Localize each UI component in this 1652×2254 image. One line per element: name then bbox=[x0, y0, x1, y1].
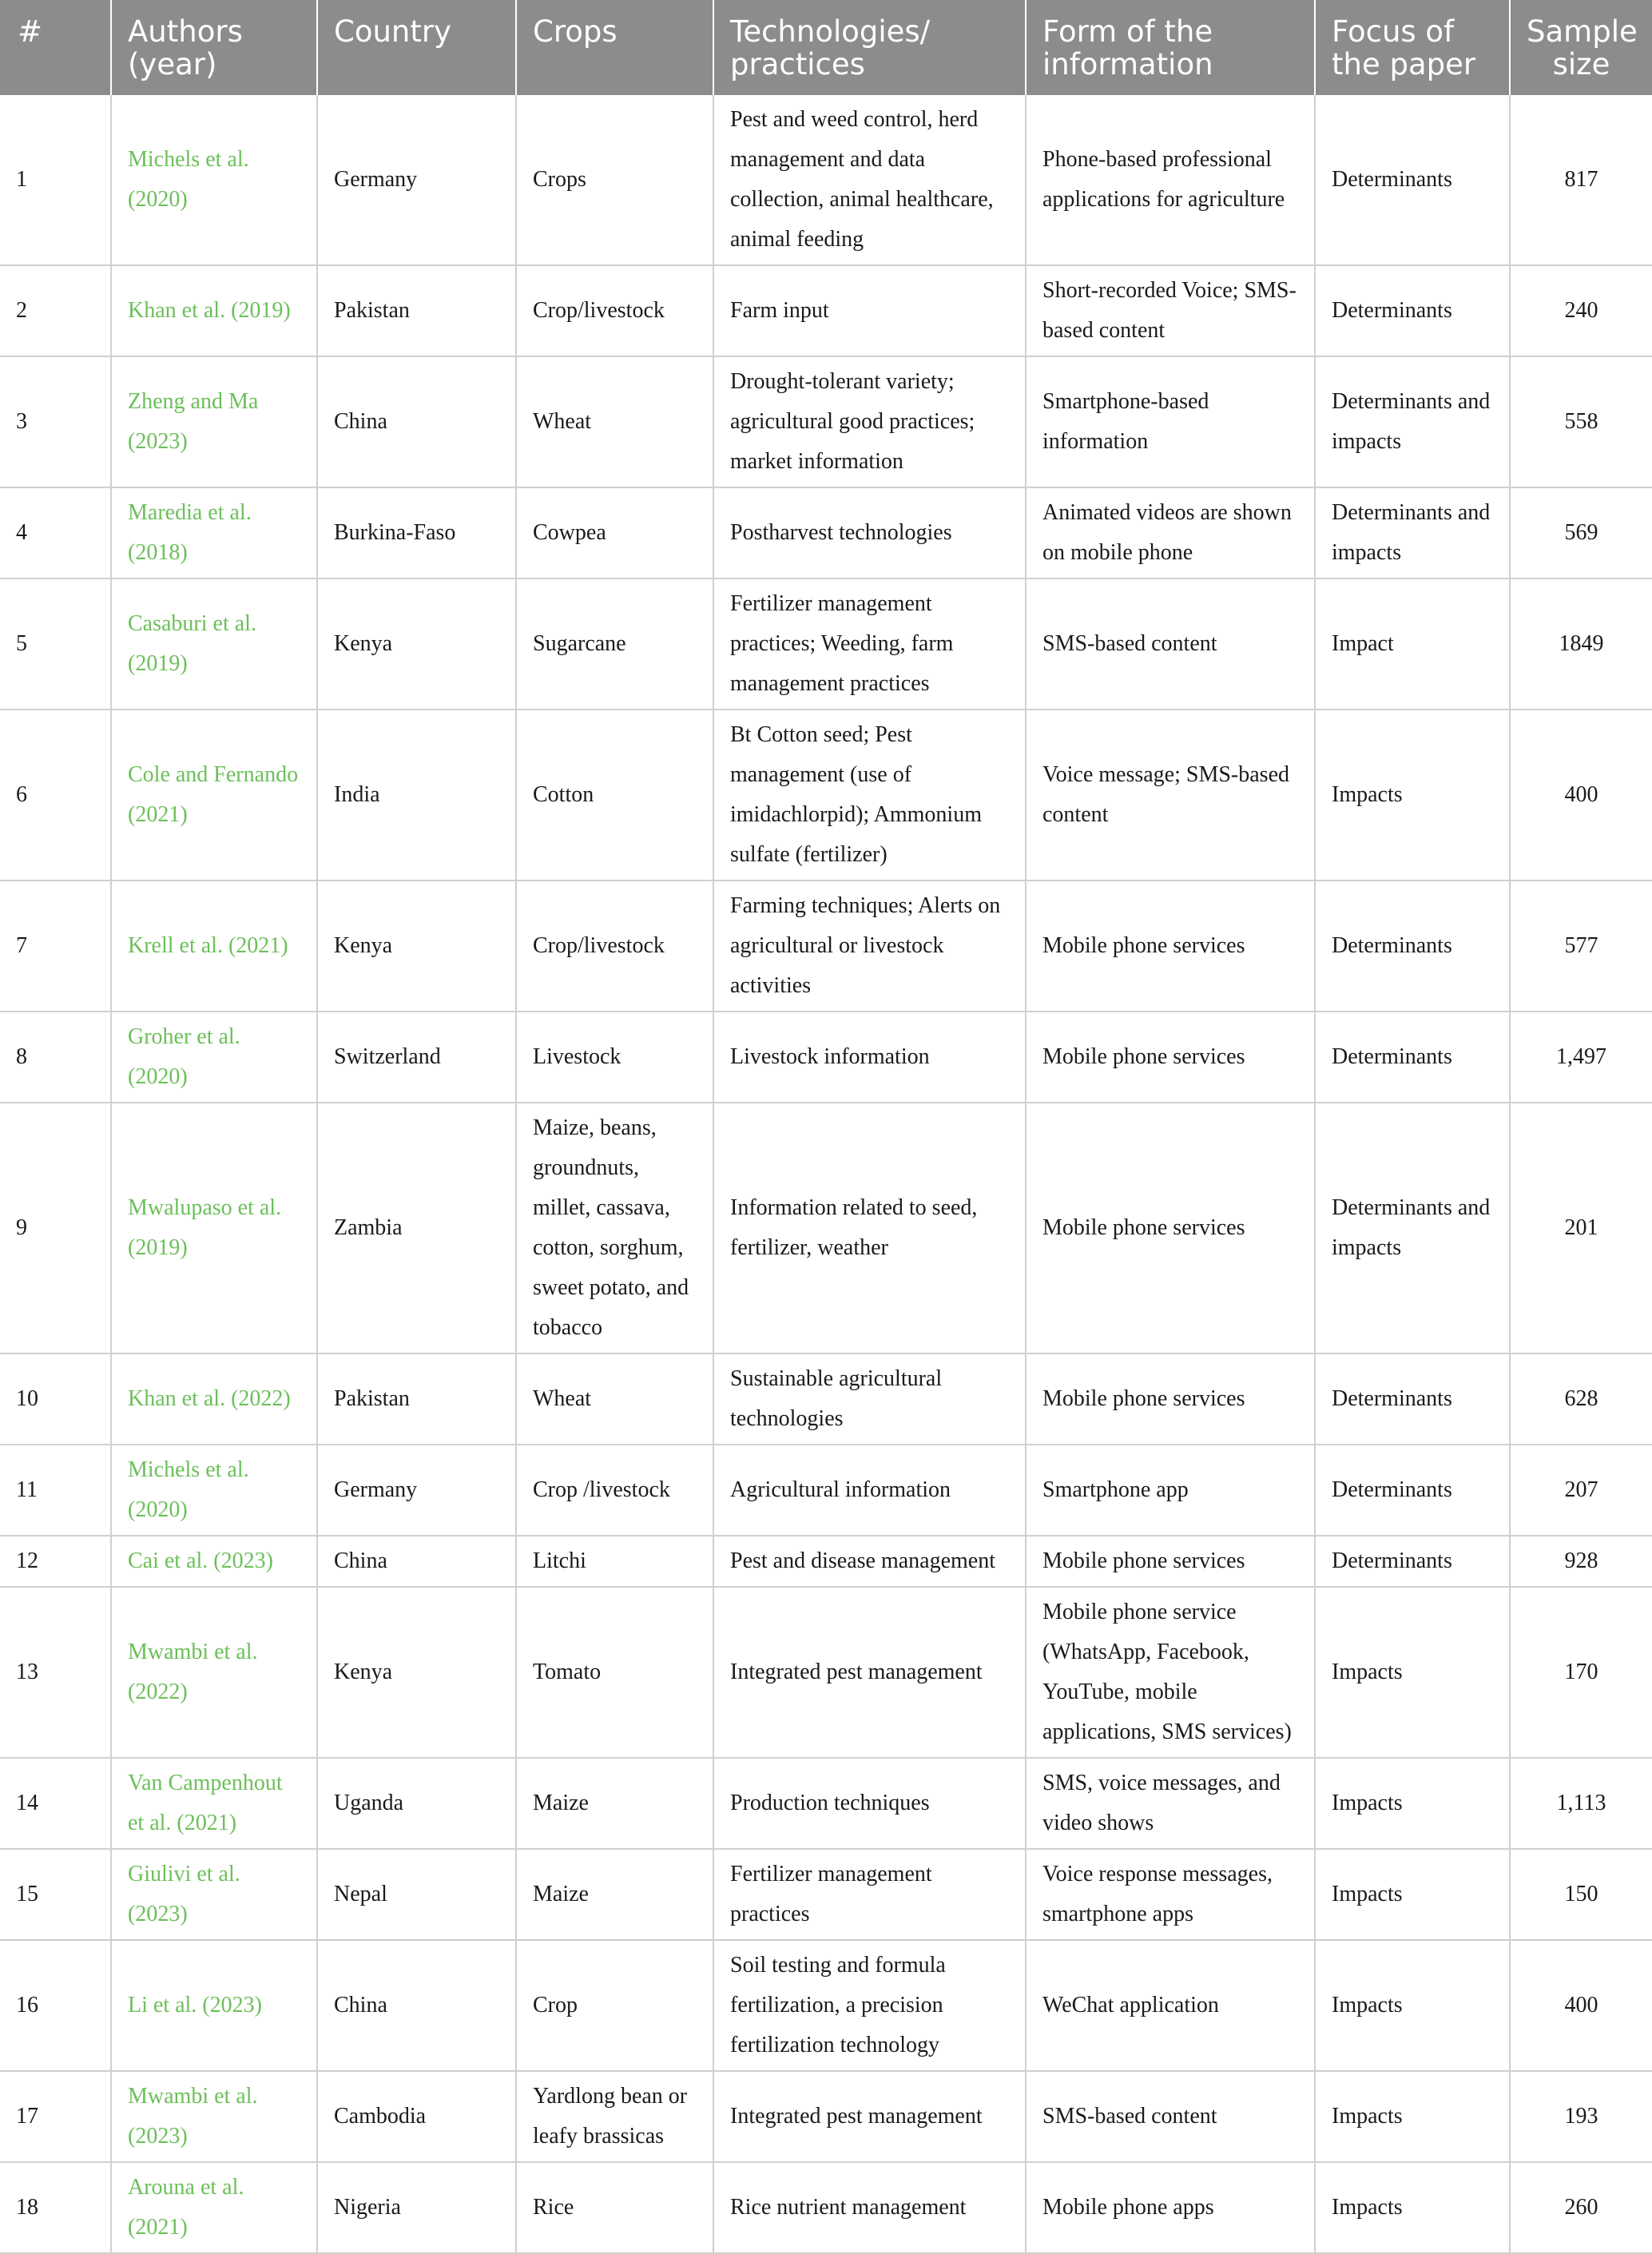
cell-country: Nigeria bbox=[317, 2162, 516, 2253]
cell-focus: Determinants bbox=[1315, 1354, 1510, 1445]
cell-number: 2 bbox=[0, 265, 111, 356]
cell-country: Switzerland bbox=[317, 1012, 516, 1103]
cell-crops: Crop/livestock bbox=[516, 265, 713, 356]
cell-sample-size: 1,113 bbox=[1510, 1758, 1652, 1849]
cell-sample-size: 150 bbox=[1510, 1849, 1652, 1940]
cell-number: 4 bbox=[0, 487, 111, 578]
cell-technologies: Fertilizer management practices bbox=[713, 1849, 1026, 1940]
cell-number: 14 bbox=[0, 1758, 111, 1849]
cell-author[interactable]: Van Campenhout et al. (2021) bbox=[111, 1758, 317, 1849]
cell-crops: Cowpea bbox=[516, 487, 713, 578]
cell-technologies: Farming techniques; Alerts on agricultural or livestock activities bbox=[713, 881, 1026, 1012]
cell-sample-size: 1,497 bbox=[1510, 1012, 1652, 1103]
cell-author[interactable]: Krell et al. (2021) bbox=[111, 881, 317, 1012]
cell-sample-size: 170 bbox=[1510, 1587, 1652, 1758]
cell-number: 18 bbox=[0, 2162, 111, 2253]
cell-sample-size: 558 bbox=[1510, 356, 1652, 487]
cell-country: Zambia bbox=[317, 1103, 516, 1354]
cell-form: Smartphone-based information bbox=[1026, 356, 1315, 487]
cell-form: WeChat application bbox=[1026, 1940, 1315, 2071]
cell-sample-size: 193 bbox=[1510, 2071, 1652, 2162]
cell-sample-size: 628 bbox=[1510, 1354, 1652, 1445]
cell-crops: Livestock bbox=[516, 1012, 713, 1103]
cell-number: 10 bbox=[0, 1354, 111, 1445]
cell-country: Cambodia bbox=[317, 2071, 516, 2162]
cell-technologies: Pest and disease management bbox=[713, 1536, 1026, 1587]
cell-country: Kenya bbox=[317, 1587, 516, 1758]
cell-author[interactable]: Michels et al. (2020) bbox=[111, 95, 317, 265]
cell-form: Animated videos are shown on mobile phone bbox=[1026, 487, 1315, 578]
cell-crops: Crop bbox=[516, 1940, 713, 2071]
cell-focus: Determinants bbox=[1315, 1536, 1510, 1587]
cell-number: 15 bbox=[0, 1849, 111, 1940]
cell-sample-size: 201 bbox=[1510, 1103, 1652, 1354]
cell-focus: Determinants bbox=[1315, 881, 1510, 1012]
cell-author[interactable]: Cai et al. (2023) bbox=[111, 1536, 317, 1587]
cell-focus: Impacts bbox=[1315, 1758, 1510, 1849]
cell-focus: Impacts bbox=[1315, 710, 1510, 881]
header-country: Country bbox=[317, 0, 516, 95]
cell-number: 3 bbox=[0, 356, 111, 487]
cell-crops: Litchi bbox=[516, 1536, 713, 1587]
cell-form: Mobile phone apps bbox=[1026, 2162, 1315, 2253]
cell-form: SMS-based content bbox=[1026, 578, 1315, 710]
cell-form: Smartphone app bbox=[1026, 1445, 1315, 1536]
table-row bbox=[0, 2162, 1652, 2253]
table-row bbox=[0, 710, 1652, 881]
cell-country: China bbox=[317, 1536, 516, 1587]
cell-number: 17 bbox=[0, 2071, 111, 2162]
table-row bbox=[0, 1354, 1652, 1445]
cell-focus: Impact bbox=[1315, 578, 1510, 710]
cell-number: 6 bbox=[0, 710, 111, 881]
cell-crops: Crops bbox=[516, 95, 713, 265]
cell-form: Voice response messages, smartphone apps bbox=[1026, 1849, 1315, 1940]
cell-author[interactable]: Maredia et al. (2018) bbox=[111, 487, 317, 578]
header-technologies: Technologies/ practices bbox=[713, 0, 1026, 95]
table-row bbox=[0, 1849, 1652, 1940]
cell-author[interactable]: Khan et al. (2019) bbox=[111, 265, 317, 356]
cell-technologies: Postharvest technologies bbox=[713, 487, 1026, 578]
cell-sample-size: 1849 bbox=[1510, 578, 1652, 710]
cell-sample-size: 207 bbox=[1510, 1445, 1652, 1536]
table-row bbox=[0, 1536, 1652, 1587]
cell-number: 1 bbox=[0, 95, 111, 265]
cell-crops: Wheat bbox=[516, 1354, 713, 1445]
table-row bbox=[0, 1587, 1652, 1758]
cell-author[interactable]: Zheng and Ma (2023) bbox=[111, 356, 317, 487]
cell-sample-size: 240 bbox=[1510, 265, 1652, 356]
table-row bbox=[0, 1103, 1652, 1354]
cell-form: Voice message; SMS-based content bbox=[1026, 710, 1315, 881]
cell-technologies: Pest and weed control, herd management and data collection, animal healthcare, animal feeding bbox=[713, 95, 1026, 265]
cell-country: China bbox=[317, 1940, 516, 2071]
header-crops: Crops bbox=[516, 0, 713, 95]
cell-country: Germany bbox=[317, 1445, 516, 1536]
cell-technologies: Drought-tolerant variety; agricultural good practices; market information bbox=[713, 356, 1026, 487]
header-authors: Authors (year) bbox=[111, 0, 317, 95]
cell-technologies: Rice nutrient management bbox=[713, 2162, 1026, 2253]
cell-technologies: Fertilizer management practices; Weeding, farm management practices bbox=[713, 578, 1026, 710]
cell-crops: Tomato bbox=[516, 1587, 713, 1758]
cell-form: SMS-based content bbox=[1026, 2071, 1315, 2162]
cell-author[interactable]: Casaburi et al. (2019) bbox=[111, 578, 317, 710]
header-sample-size: Sample size bbox=[1510, 0, 1652, 95]
cell-crops: Crop /livestock bbox=[516, 1445, 713, 1536]
cell-crops: Maize bbox=[516, 1849, 713, 1940]
table-row bbox=[0, 265, 1652, 356]
cell-country: India bbox=[317, 710, 516, 881]
cell-crops: Yardlong bean or leafy brassicas bbox=[516, 2071, 713, 2162]
cell-sample-size: 817 bbox=[1510, 95, 1652, 265]
cell-country: China bbox=[317, 356, 516, 487]
cell-focus: Determinants bbox=[1315, 1012, 1510, 1103]
cell-crops: Wheat bbox=[516, 356, 713, 487]
cell-number: 5 bbox=[0, 578, 111, 710]
cell-number: 11 bbox=[0, 1445, 111, 1536]
cell-country: Nepal bbox=[317, 1849, 516, 1940]
table-row bbox=[0, 1012, 1652, 1103]
cell-sample-size: 400 bbox=[1510, 710, 1652, 881]
cell-focus: Determinants and impacts bbox=[1315, 487, 1510, 578]
cell-focus: Impacts bbox=[1315, 2071, 1510, 2162]
cell-form: Short-recorded Voice; SMS-based content bbox=[1026, 265, 1315, 356]
cell-country: Burkina-Faso bbox=[317, 487, 516, 578]
cell-author[interactable]: Mwambi et al. (2022) bbox=[111, 1587, 317, 1758]
cell-focus: Determinants and impacts bbox=[1315, 1103, 1510, 1354]
header-number: # bbox=[0, 0, 111, 95]
cell-country: Pakistan bbox=[317, 265, 516, 356]
cell-author[interactable]: Mwalupaso et al. (2019) bbox=[111, 1103, 317, 1354]
cell-author[interactable]: Arouna et al. (2021) bbox=[111, 2162, 317, 2253]
table-row bbox=[0, 95, 1652, 265]
cell-number: 13 bbox=[0, 1587, 111, 1758]
table-row bbox=[0, 1940, 1652, 2071]
header-form: Form of the information bbox=[1026, 0, 1315, 95]
cell-country: Pakistan bbox=[317, 1354, 516, 1445]
cell-technologies: Integrated pest management bbox=[713, 2071, 1026, 2162]
table-row bbox=[0, 2071, 1652, 2162]
cell-country: Germany bbox=[317, 95, 516, 265]
table-row bbox=[0, 356, 1652, 487]
cell-focus: Determinants bbox=[1315, 95, 1510, 265]
table-row bbox=[0, 487, 1652, 578]
cell-focus: Impacts bbox=[1315, 1587, 1510, 1758]
cell-form: Mobile phone services bbox=[1026, 1536, 1315, 1587]
cell-technologies: Bt Cotton seed; Pest management (use of imidachlorpid); Ammonium sulfate (fertilizer) bbox=[713, 710, 1026, 881]
cell-focus: Determinants and impacts bbox=[1315, 356, 1510, 487]
cell-author[interactable]: Li et al. (2023) bbox=[111, 1940, 317, 2071]
cell-form: Mobile phone services bbox=[1026, 881, 1315, 1012]
cell-author[interactable]: Giulivi et al. (2023) bbox=[111, 1849, 317, 1940]
cell-technologies: Soil testing and formula fertilization, a precision fertilization technology bbox=[713, 1940, 1026, 2071]
cell-author[interactable]: Cole and Fernando (2021) bbox=[111, 710, 317, 881]
cell-form: Mobile phone services bbox=[1026, 1103, 1315, 1354]
table-row bbox=[0, 578, 1652, 710]
table-row bbox=[0, 881, 1652, 1012]
cell-number: 7 bbox=[0, 881, 111, 1012]
cell-number: 12 bbox=[0, 1536, 111, 1587]
table-row bbox=[0, 1445, 1652, 1536]
cell-form: Mobile phone service (WhatsApp, Facebook, YouTube, mobile applications, SMS services) bbox=[1026, 1587, 1315, 1758]
cell-author[interactable]: Khan et al. (2022) bbox=[111, 1354, 317, 1445]
header-row bbox=[0, 0, 1652, 95]
cell-focus: Impacts bbox=[1315, 1849, 1510, 1940]
cell-country: Uganda bbox=[317, 1758, 516, 1849]
cell-sample-size: 928 bbox=[1510, 1536, 1652, 1587]
cell-focus: Determinants bbox=[1315, 1445, 1510, 1536]
header-focus: Focus of the paper bbox=[1315, 0, 1510, 95]
cell-crops: Rice bbox=[516, 2162, 713, 2253]
cell-technologies: Sustainable agricultural technologies bbox=[713, 1354, 1026, 1445]
table-row bbox=[0, 1758, 1652, 1849]
cell-author[interactable]: Michels et al. (2020) bbox=[111, 1445, 317, 1536]
cell-crops: Cotton bbox=[516, 710, 713, 881]
cell-form: Phone-based professional applications for agriculture bbox=[1026, 95, 1315, 265]
cell-technologies: Livestock information bbox=[713, 1012, 1026, 1103]
cell-technologies: Agricultural information bbox=[713, 1445, 1026, 1536]
cell-author[interactable]: Groher et al. (2020) bbox=[111, 1012, 317, 1103]
cell-form: Mobile phone services bbox=[1026, 1012, 1315, 1103]
cell-country: Kenya bbox=[317, 881, 516, 1012]
cell-technologies: Production techniques bbox=[713, 1758, 1026, 1849]
cell-technologies: Information related to seed, fertilizer, weather bbox=[713, 1103, 1026, 1354]
cell-focus: Impacts bbox=[1315, 1940, 1510, 2071]
cell-number: 8 bbox=[0, 1012, 111, 1103]
cell-focus: Impacts bbox=[1315, 2162, 1510, 2253]
cell-sample-size: 400 bbox=[1510, 1940, 1652, 2071]
cell-technologies: Farm input bbox=[713, 265, 1026, 356]
cell-sample-size: 260 bbox=[1510, 2162, 1652, 2253]
cell-crops: Maize bbox=[516, 1758, 713, 1849]
cell-author[interactable]: Mwambi et al. (2023) bbox=[111, 2071, 317, 2162]
cell-technologies: Integrated pest management bbox=[713, 1587, 1026, 1758]
cell-crops: Maize, beans, groundnuts, millet, cassava, cotton, sorghum, sweet potato, and tobacco bbox=[516, 1103, 713, 1354]
cell-form: Mobile phone services bbox=[1026, 1354, 1315, 1445]
cell-crops: Crop/livestock bbox=[516, 881, 713, 1012]
cell-number: 16 bbox=[0, 1940, 111, 2071]
cell-focus: Determinants bbox=[1315, 265, 1510, 356]
cell-crops: Sugarcane bbox=[516, 578, 713, 710]
cell-country: Kenya bbox=[317, 578, 516, 710]
cell-number: 9 bbox=[0, 1103, 111, 1354]
cell-form: SMS, voice messages, and video shows bbox=[1026, 1758, 1315, 1849]
cell-sample-size: 569 bbox=[1510, 487, 1652, 578]
cell-sample-size: 577 bbox=[1510, 881, 1652, 1012]
